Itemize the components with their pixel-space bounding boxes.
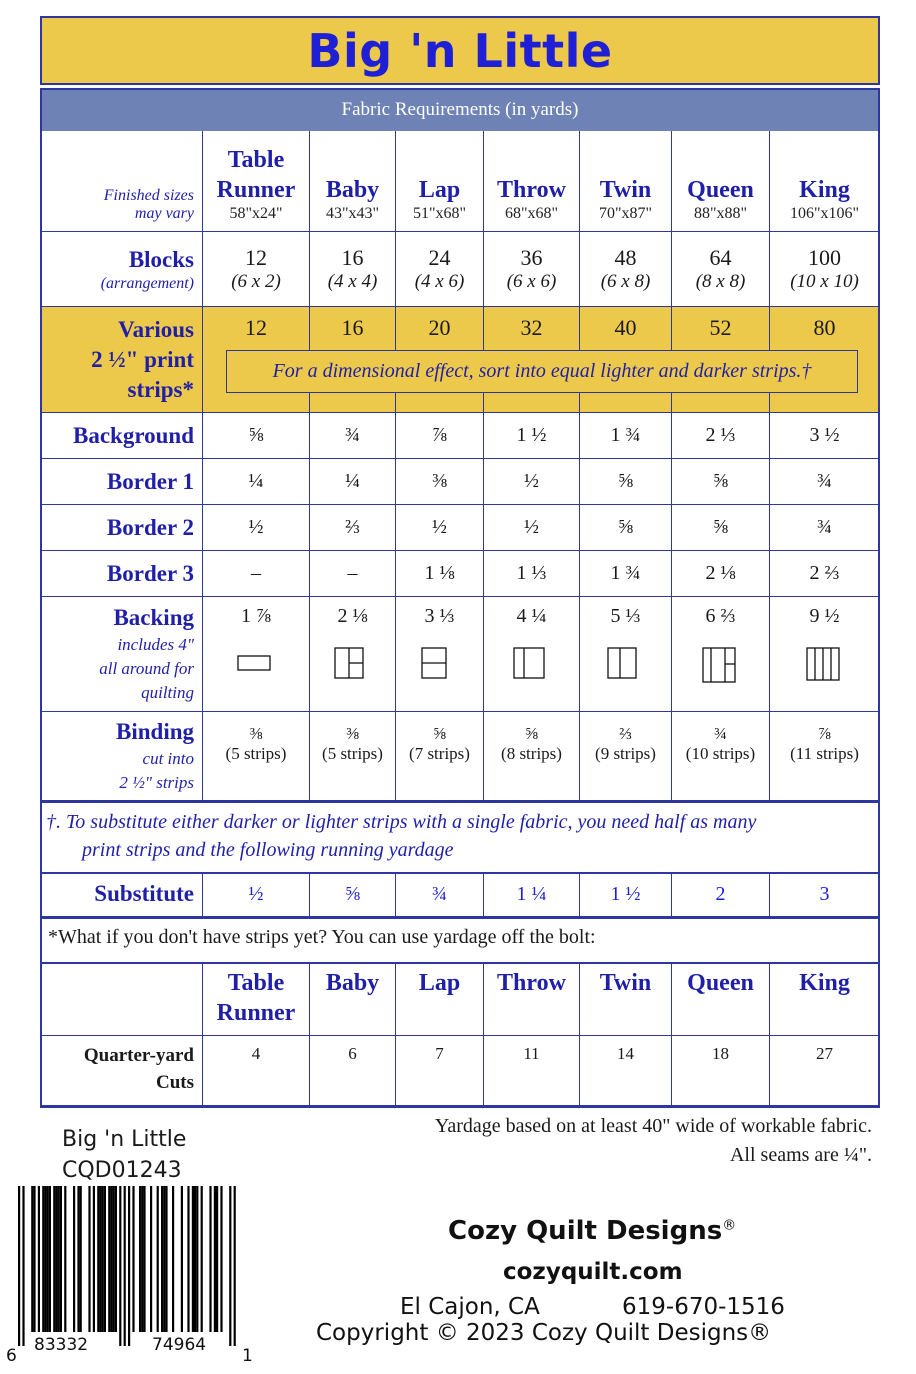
copyright: Copyright © 2023 Cozy Quilt Designs® xyxy=(316,1320,772,1346)
row-label-text: Border 2 xyxy=(106,514,194,540)
size-name: Queen xyxy=(687,177,754,203)
yardage-note xyxy=(435,1112,872,1170)
strips-count: 16 xyxy=(341,315,364,340)
barcode-bar xyxy=(161,1186,163,1332)
barcode-bar xyxy=(234,1186,236,1346)
barcode-bar xyxy=(165,1186,167,1332)
binding-strips: (8 strips) xyxy=(501,744,562,763)
quarter-count: 11 xyxy=(523,1044,540,1063)
barcode-bar xyxy=(196,1186,198,1332)
yardage-value: ¾ xyxy=(817,470,832,492)
backing-yardage: 9 ½ xyxy=(809,605,840,627)
barcode-bar xyxy=(132,1186,134,1332)
barcode-digit-left: 6 xyxy=(6,1346,17,1366)
yardage-value: 2 ⅓ xyxy=(705,424,736,446)
binding-title: Binding xyxy=(116,719,194,744)
finished-note-line: Finished sizes xyxy=(103,187,194,204)
quarter-count: 27 xyxy=(816,1044,833,1063)
yardage-value: 1 ¾ xyxy=(610,424,641,446)
registered-mark: ® xyxy=(722,1217,737,1234)
binding-yardage: ⅝ xyxy=(525,724,538,743)
blocks-sublabel: (arrangement) xyxy=(100,275,194,292)
barcode-bar xyxy=(102,1186,104,1332)
substitute-value: ½ xyxy=(248,882,264,905)
backing-yardage: 6 ⅔ xyxy=(705,605,736,627)
size-dimensions: 70"x87" xyxy=(598,205,653,222)
blocks-arrangement: (6 x 6) xyxy=(506,271,557,292)
binding-yardage: ¾ xyxy=(714,724,727,743)
yardage-value: – xyxy=(347,562,358,584)
footnote-line-2: print strips and the following running yardage xyxy=(82,839,454,861)
size-name: Runner xyxy=(216,177,296,203)
yardage-value: ¼ xyxy=(345,470,360,492)
strips-label-line: 2 ½" print xyxy=(91,346,194,372)
finished-note-line: may vary xyxy=(134,205,194,222)
yardage-value: ⅝ xyxy=(248,424,264,446)
blocks-count: 24 xyxy=(428,245,451,270)
backing-yardage: 5 ⅓ xyxy=(610,605,641,627)
quarter-count: 6 xyxy=(348,1044,357,1063)
yardage-value: 1 ⅓ xyxy=(516,562,547,584)
binding-strips: (10 strips) xyxy=(685,744,756,763)
row-label-text: Border 1 xyxy=(106,468,194,494)
size-name: Throw xyxy=(497,177,566,203)
blocks-arrangement: (6 x 8) xyxy=(600,271,651,292)
yardage-value: ⅝ xyxy=(713,516,728,538)
yardage-value: 3 ½ xyxy=(809,424,840,446)
barcode-bar xyxy=(115,1186,117,1332)
backing-sublabel: includes 4" xyxy=(117,635,194,654)
yardage-value: ⅝ xyxy=(618,470,633,492)
size-name: King xyxy=(799,970,850,996)
quarter-count: 4 xyxy=(251,1044,261,1063)
yardage-value: ⅝ xyxy=(618,516,633,538)
blocks-count: 64 xyxy=(709,245,732,270)
table-frame xyxy=(40,88,880,1108)
barcode-bar xyxy=(128,1186,130,1346)
binding-strips: (7 strips) xyxy=(409,744,470,763)
strips-count: 20 xyxy=(428,315,451,340)
blocks-arrangement: (4 x 6) xyxy=(414,271,465,292)
blocks-count: 16 xyxy=(341,245,364,270)
strips-count: 40 xyxy=(614,315,637,340)
size-name: Throw xyxy=(497,970,566,996)
yardage-value: ⅜ xyxy=(432,470,447,492)
barcode-bar xyxy=(214,1186,216,1332)
backing-yardage: 1 ⅞ xyxy=(241,605,271,627)
barcode-bar xyxy=(31,1186,33,1332)
strips-count: 32 xyxy=(520,315,543,340)
size-name: Lap xyxy=(418,970,461,996)
size-dimensions: 51"x68" xyxy=(412,205,467,222)
barcode-bar xyxy=(113,1186,115,1332)
blocks-count: 36 xyxy=(520,245,543,270)
what-if-note: *What if you don't have strips yet? You can use yardage off the bolt: xyxy=(48,926,596,948)
barcode-bar xyxy=(80,1186,82,1332)
blocks-arrangement: (4 x 4) xyxy=(327,271,378,292)
yardage-value: ¾ xyxy=(817,516,832,538)
barcode-bar xyxy=(97,1186,99,1332)
barcode-bar xyxy=(42,1186,44,1332)
title-banner xyxy=(40,16,880,85)
substitute-title: Substitute xyxy=(94,881,194,906)
barcode-bar xyxy=(108,1186,110,1332)
size-dimensions: 106"x106" xyxy=(789,205,860,222)
substitute-value: ¾ xyxy=(432,882,447,905)
binding-strips: (11 strips) xyxy=(790,744,859,763)
blocks-arrangement: (10 x 10) xyxy=(790,271,859,292)
barcode-bar xyxy=(229,1186,231,1346)
size-name: Queen xyxy=(687,970,754,996)
barcode-bar xyxy=(220,1186,222,1332)
strips-count: 12 xyxy=(245,315,267,340)
quarter-count: 7 xyxy=(435,1044,444,1063)
row-label-text: Background xyxy=(72,422,194,448)
barcode-bar xyxy=(38,1186,40,1332)
yardage-value: ⅔ xyxy=(345,516,360,538)
barcode-bar xyxy=(73,1186,75,1332)
binding-yardage: ⅝ xyxy=(433,724,446,743)
yardage-value: ¾ xyxy=(345,424,360,446)
row-label-text: Border 3 xyxy=(106,560,194,586)
size-name: Runner xyxy=(216,1000,296,1026)
yardage-value: 2 ⅛ xyxy=(705,562,736,584)
blocks-count: 12 xyxy=(245,245,267,270)
pattern-title: Big 'n Little xyxy=(307,23,613,78)
size-name: King xyxy=(799,177,850,203)
blocks-arrangement: (6 x 2) xyxy=(231,271,281,292)
backing-sublabel: all around for xyxy=(99,659,194,678)
binding-strips: (5 strips) xyxy=(225,744,287,763)
size-name: Baby xyxy=(325,970,380,996)
barcode-bar xyxy=(47,1186,49,1332)
company-name xyxy=(448,1216,736,1246)
yardage-line-1: Yardage based on at least 40" wide of workable fabric. xyxy=(434,1115,872,1137)
barcode-bar xyxy=(33,1186,35,1332)
barcode-bar xyxy=(157,1186,159,1332)
substitute-value: 3 xyxy=(819,882,830,905)
substitute-value: 2 xyxy=(715,882,726,905)
blocks-count: 48 xyxy=(614,245,637,270)
barcode-bar xyxy=(194,1186,196,1332)
barcode-bar xyxy=(55,1186,57,1332)
strips-label-line: Various xyxy=(118,316,194,342)
barcode-bar xyxy=(44,1186,46,1332)
binding-yardage: ⅜ xyxy=(249,724,263,743)
company-name-text: Cozy Quilt Designs xyxy=(448,1216,723,1246)
barcode-bar xyxy=(124,1186,126,1346)
size-name: Twin xyxy=(599,177,652,203)
barcode-bar xyxy=(187,1186,189,1332)
company-phone: 619-670-1516 xyxy=(622,1294,785,1320)
yardage-value: 1 ¾ xyxy=(610,562,641,584)
yardage-value: 1 ⅛ xyxy=(424,562,455,584)
barcode-bar xyxy=(141,1186,143,1332)
size-dimensions: 58"x24" xyxy=(229,205,283,222)
binding-sublabel: cut into xyxy=(142,749,194,768)
binding-yardage: ⅞ xyxy=(818,724,831,743)
substitute-value: ⅝ xyxy=(345,882,360,905)
dimensional-note: For a dimensional effect, sort into equal lighter and darker strips.† xyxy=(226,350,858,393)
barcode-bar xyxy=(119,1186,121,1346)
yardage-value: – xyxy=(251,562,261,584)
barcode-bar xyxy=(139,1186,141,1332)
backing-title: Backing xyxy=(113,605,194,630)
barcode-bar xyxy=(172,1186,174,1332)
barcode-bar xyxy=(22,1186,24,1346)
product-info xyxy=(62,1124,186,1186)
yardage-value: ½ xyxy=(432,516,447,538)
size-name: Baby xyxy=(325,177,380,203)
fabric-requirements-header: Fabric Requirements (in yards) xyxy=(40,88,880,131)
yardage-value: ⅞ xyxy=(432,424,447,446)
size-name: Twin xyxy=(599,970,652,996)
barcode-bar xyxy=(93,1186,95,1332)
company-city: El Cajon, CA xyxy=(400,1294,540,1320)
strips-label-line: strips* xyxy=(127,376,194,402)
yardage-value: ½ xyxy=(524,470,539,492)
yardage-value: 1 ½ xyxy=(516,424,547,446)
barcode-bar xyxy=(201,1186,203,1332)
barcode xyxy=(4,1186,254,1366)
barcode-bar xyxy=(58,1186,60,1332)
barcode-bar xyxy=(64,1186,66,1332)
quarter-count: 14 xyxy=(617,1044,634,1063)
barcode-bar xyxy=(18,1186,20,1346)
backing-sublabel: quilting xyxy=(141,683,194,702)
yardage-value: ¼ xyxy=(248,470,264,492)
yardage-value: ½ xyxy=(524,516,539,538)
barcode-bar xyxy=(53,1186,55,1332)
quarter-label-line: Quarter-yard xyxy=(83,1045,194,1066)
barcode-bar xyxy=(163,1186,165,1332)
substitute-value: 1 ¼ xyxy=(516,882,547,905)
backing-yardage: 4 ¼ xyxy=(516,605,547,627)
barcode-bar xyxy=(143,1186,145,1332)
size-name: Table xyxy=(227,147,285,173)
barcode-bar xyxy=(99,1186,101,1332)
website-link[interactable]: cozyquilt.com xyxy=(503,1259,683,1285)
barcode-bar xyxy=(150,1186,152,1332)
barcode-bar xyxy=(209,1186,211,1332)
strips-count: 52 xyxy=(709,315,732,340)
backing-yardage: 3 ⅓ xyxy=(424,605,455,627)
binding-yardage: ⅜ xyxy=(346,724,359,743)
barcode-bar xyxy=(181,1186,183,1332)
yardage-value: ½ xyxy=(248,516,264,538)
binding-strips: (9 strips) xyxy=(595,744,656,763)
blocks-title: Blocks xyxy=(128,247,194,272)
product-code: CQD01243 xyxy=(62,1158,182,1183)
size-name: Table xyxy=(227,970,285,996)
size-name: Lap xyxy=(418,177,461,203)
product-name: Big 'n Little xyxy=(62,1127,187,1152)
barcode-bar xyxy=(49,1186,51,1332)
barcode-digits-group-1: 83332 xyxy=(34,1335,89,1355)
barcode-bars xyxy=(18,1186,236,1346)
binding-yardage: ⅔ xyxy=(619,724,632,743)
size-dimensions: 43"x43" xyxy=(325,205,380,222)
barcode-bar xyxy=(216,1186,218,1332)
backing-yardage: 2 ⅛ xyxy=(337,605,368,627)
size-dimensions: 88"x88" xyxy=(693,205,748,222)
quarter-label-line: Cuts xyxy=(155,1072,194,1093)
yardage-line-2: All seams are ¼". xyxy=(729,1144,872,1166)
barcode-digit-right: 1 xyxy=(242,1346,253,1366)
blocks-count: 100 xyxy=(808,245,841,270)
substitute-value: 1 ½ xyxy=(610,882,641,905)
barcode-bar xyxy=(88,1186,90,1332)
barcode-bar xyxy=(60,1186,62,1332)
strips-count: 80 xyxy=(813,315,836,340)
yardage-value: 2 ⅔ xyxy=(809,562,840,584)
size-dimensions: 68"x68" xyxy=(504,205,559,222)
barcode-bar xyxy=(192,1186,194,1332)
yardage-value: ⅝ xyxy=(713,470,728,492)
barcode-digits-group-2: 74964 xyxy=(152,1335,207,1355)
footnote-line-1: †. To substitute either darker or lighter strips with a single fabric, you need half as many xyxy=(46,811,757,833)
barcode-bar xyxy=(77,1186,79,1332)
quarter-count: 18 xyxy=(712,1044,729,1063)
binding-sublabel: 2 ½" strips xyxy=(119,773,194,792)
blocks-arrangement: (8 x 8) xyxy=(695,271,746,292)
barcode-bar xyxy=(110,1186,112,1332)
barcode-bar xyxy=(104,1186,106,1332)
binding-strips: (5 strips) xyxy=(322,744,383,763)
